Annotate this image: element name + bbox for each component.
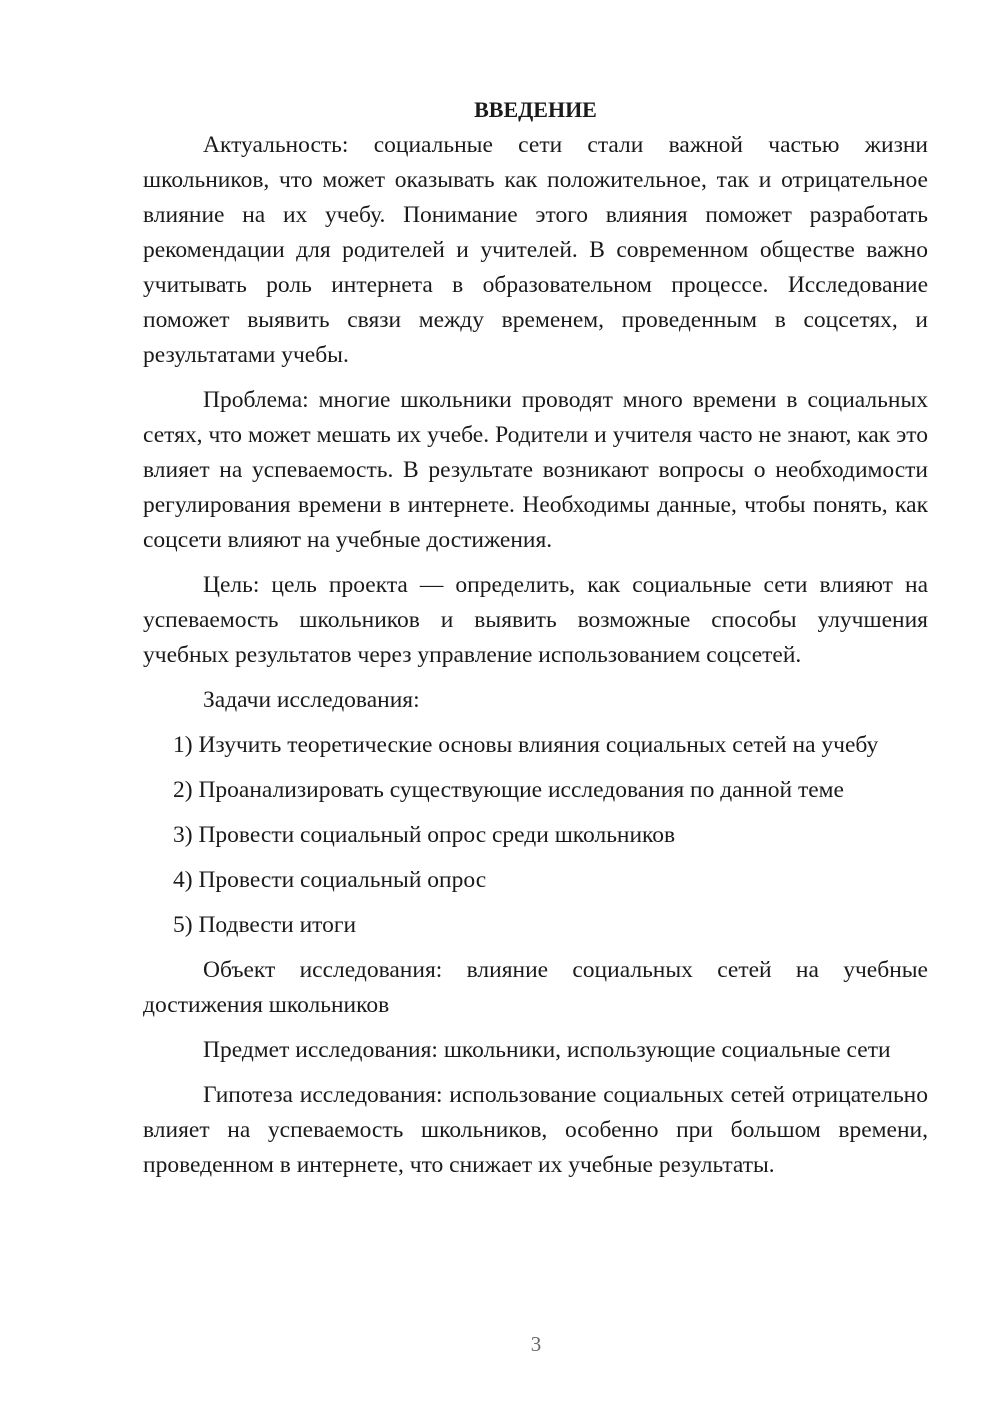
hypothesis-paragraph: Гипотеза исследования: использование социальных сетей отрицательно влияет на успеваемость школьников, особенно при большом времени, проведенном в интернете, что снижает их учебные результаты. [143,1082,928,1178]
subject-paragraph: Предмет исследования: школьники, использующие социальные сети [203,1037,891,1063]
goal-paragraph: Цель: цель проекта — определить, как социальные сети влияют на успеваемость школьников и выявить возможные способы улучшения учебных результатов через управление использованием соцсетей. [143,572,928,668]
task-list [143,728,928,943]
task-item: 4) Провести социальный опрос [173,867,487,893]
task-item: 3) Провести социальный опрос среди школьников [173,822,676,848]
task-item: 5) Подвести итоги [173,912,357,938]
relevance-paragraph: Актуальность: социальные сети стали важной частью жизни школьников, что может оказывать как положительное, так и отрицательное влияние на их учебу. Понимание этого влияния поможет разработать рекомендации для родителей и учителей. В современном обществе важно учитывать роль интернета в образовательном процессе. Исследование поможет выявить связи между временем, проведенным в соцсетях, и результатами учебы. [143,132,928,368]
task-item: 1) Изучить теоретические основы влияния социальных сетей на учебу [173,732,879,758]
page-number: 3 [530,1332,542,1356]
document-page [143,92,928,1193]
problem-paragraph: Проблема: многие школьники проводят много времени в социальных сетях, что может мешать их учебе. Родители и учителя часто не знают, как это влияет на успеваемость. В результате возникают вопросы о необходимости регулирования времени в интернете. Необходимы данные, чтобы понять, как соцсети влияют на учебные достижения. [143,387,928,553]
section-heading: ВВЕДЕНИЕ [474,97,597,122]
task-item: 2) Проанализировать существующие исследования по данной теме [173,777,844,803]
tasks-title: Задачи исследования: [203,687,420,713]
object-paragraph: Объект исследования: влияние социальных сетей на учебные достижения школьников [143,957,928,1018]
